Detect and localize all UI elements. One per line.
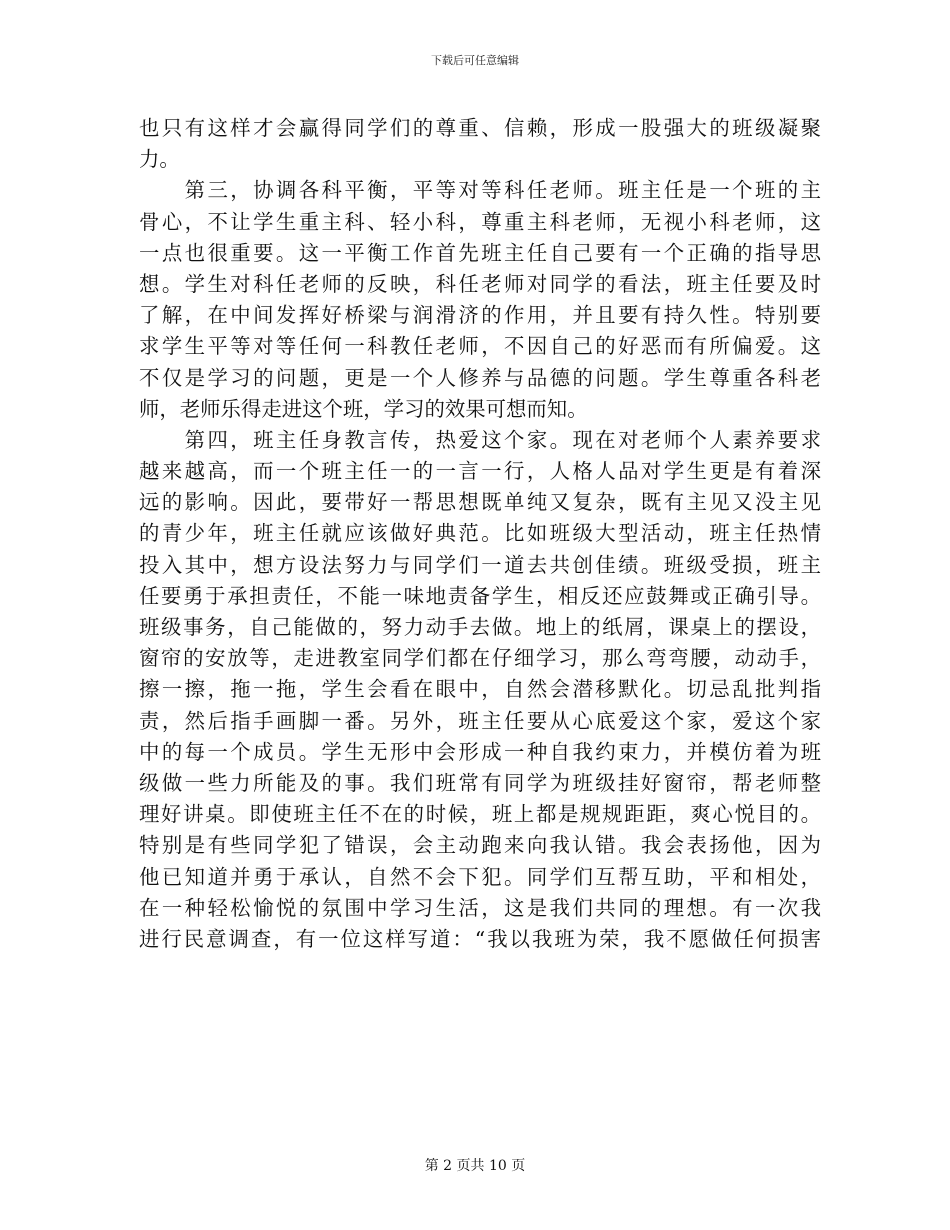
text-line: 中的每一个成员。学生无形中会形成一种自我约束力，并模仿着为班 [139,739,821,764]
text-line: 一点也很重要。这一平衡工作首先班主任自己要有一个正确的指导思 [139,240,821,265]
text-line: 骨心，不让学生重主科、轻小科，尊重主科老师，无视小科老师，这 [139,209,821,234]
page-footer: 第 2 页共 10 页 [424,1158,526,1174]
text-line: 也只有这样才会赢得同学们的尊重、信赖，形成一股强大的班级凝聚 [139,116,821,140]
page-header: 下载后可任意编辑 [431,54,519,67]
text-line: 班级事务，自己能做的，努力动手去做。地上的纸屑，课桌上的摆设， [139,615,821,639]
text-line: 他已知道并勇于承认，自然不会下犯。同学们互帮互助，平和相处， [139,864,821,889]
text-line: 在一种轻松愉悦的氛围中学习生活，这是我们共同的理想。有一次我 [139,895,821,920]
body-text [139,113,821,955]
text-line: 窗帘的安放等，走进教室同学们都在仔细学习，那么弯弯腰，动动手， [139,646,821,671]
text-line: 不仅是学习的问题，更是一个人修养与品德的问题。学生尊重各科老 [139,365,821,390]
text-line: 擦一擦，拖一拖，学生会看在眼中，自然会潜移默化。切忌乱批判指 [139,677,821,702]
text-line: 进行民意调查，有一位这样写道：“我以我班为荣，我不愿做任何损害 [139,926,821,951]
text-line: 求学生平等对等任何一科教任老师，不因自己的好恶而有所偏爱。这 [139,334,821,359]
text-line: 级做一些力所能及的事。我们班常有同学为班级挂好窗帘，帮老师整 [139,770,821,795]
text-line: 远的影响。因此，要带好一帮思想既单纯又复杂，既有主见又没主见 [139,490,821,515]
text-line: 了解，在中间发挥好桥梁与润滑济的作用，并且要有持久性。特别要 [139,303,821,328]
text-line: 特别是有些同学犯了错误，会主动跑来向我认错。我会表扬他，因为 [139,833,821,858]
text-line: 第四，班主任身教言传，热爱这个家。现在对老师个人素养要求 [139,427,821,452]
text-line: 师，老师乐得走进这个班，学习的效果可想而知。 [139,396,588,421]
text-line: 理好讲桌。即使班主任不在的时候，班上都是规规距距，爽心悦目的。 [139,802,821,827]
text-line: 责，然后指手画脚一番。另外，班主任要从心底爱这个家，爱这个家 [139,708,821,733]
text-line: 越来越高，而一个班主任一的一言一行，人格人品对学生更是有着深 [139,459,821,484]
text-line: 任要勇于承担责任，不能一味地责备学生，相反还应鼓舞或正确引导。 [139,583,821,608]
text-line: 的青少年，班主任就应该做好典范。比如班级大型活动，班主任热情 [139,521,821,546]
text-line: 想。学生对科任老师的反映，科任老师对同学的看法，班主任要及时 [139,271,821,296]
text-line: 力。 [139,147,180,172]
text-line: 投入其中，想方设法努力与同学们一道去共创佳绩。班级受损，班主 [139,552,821,577]
text-line: 第三，协调各科平衡，平等对等科任老师。班主任是一个班的主 [139,178,821,203]
